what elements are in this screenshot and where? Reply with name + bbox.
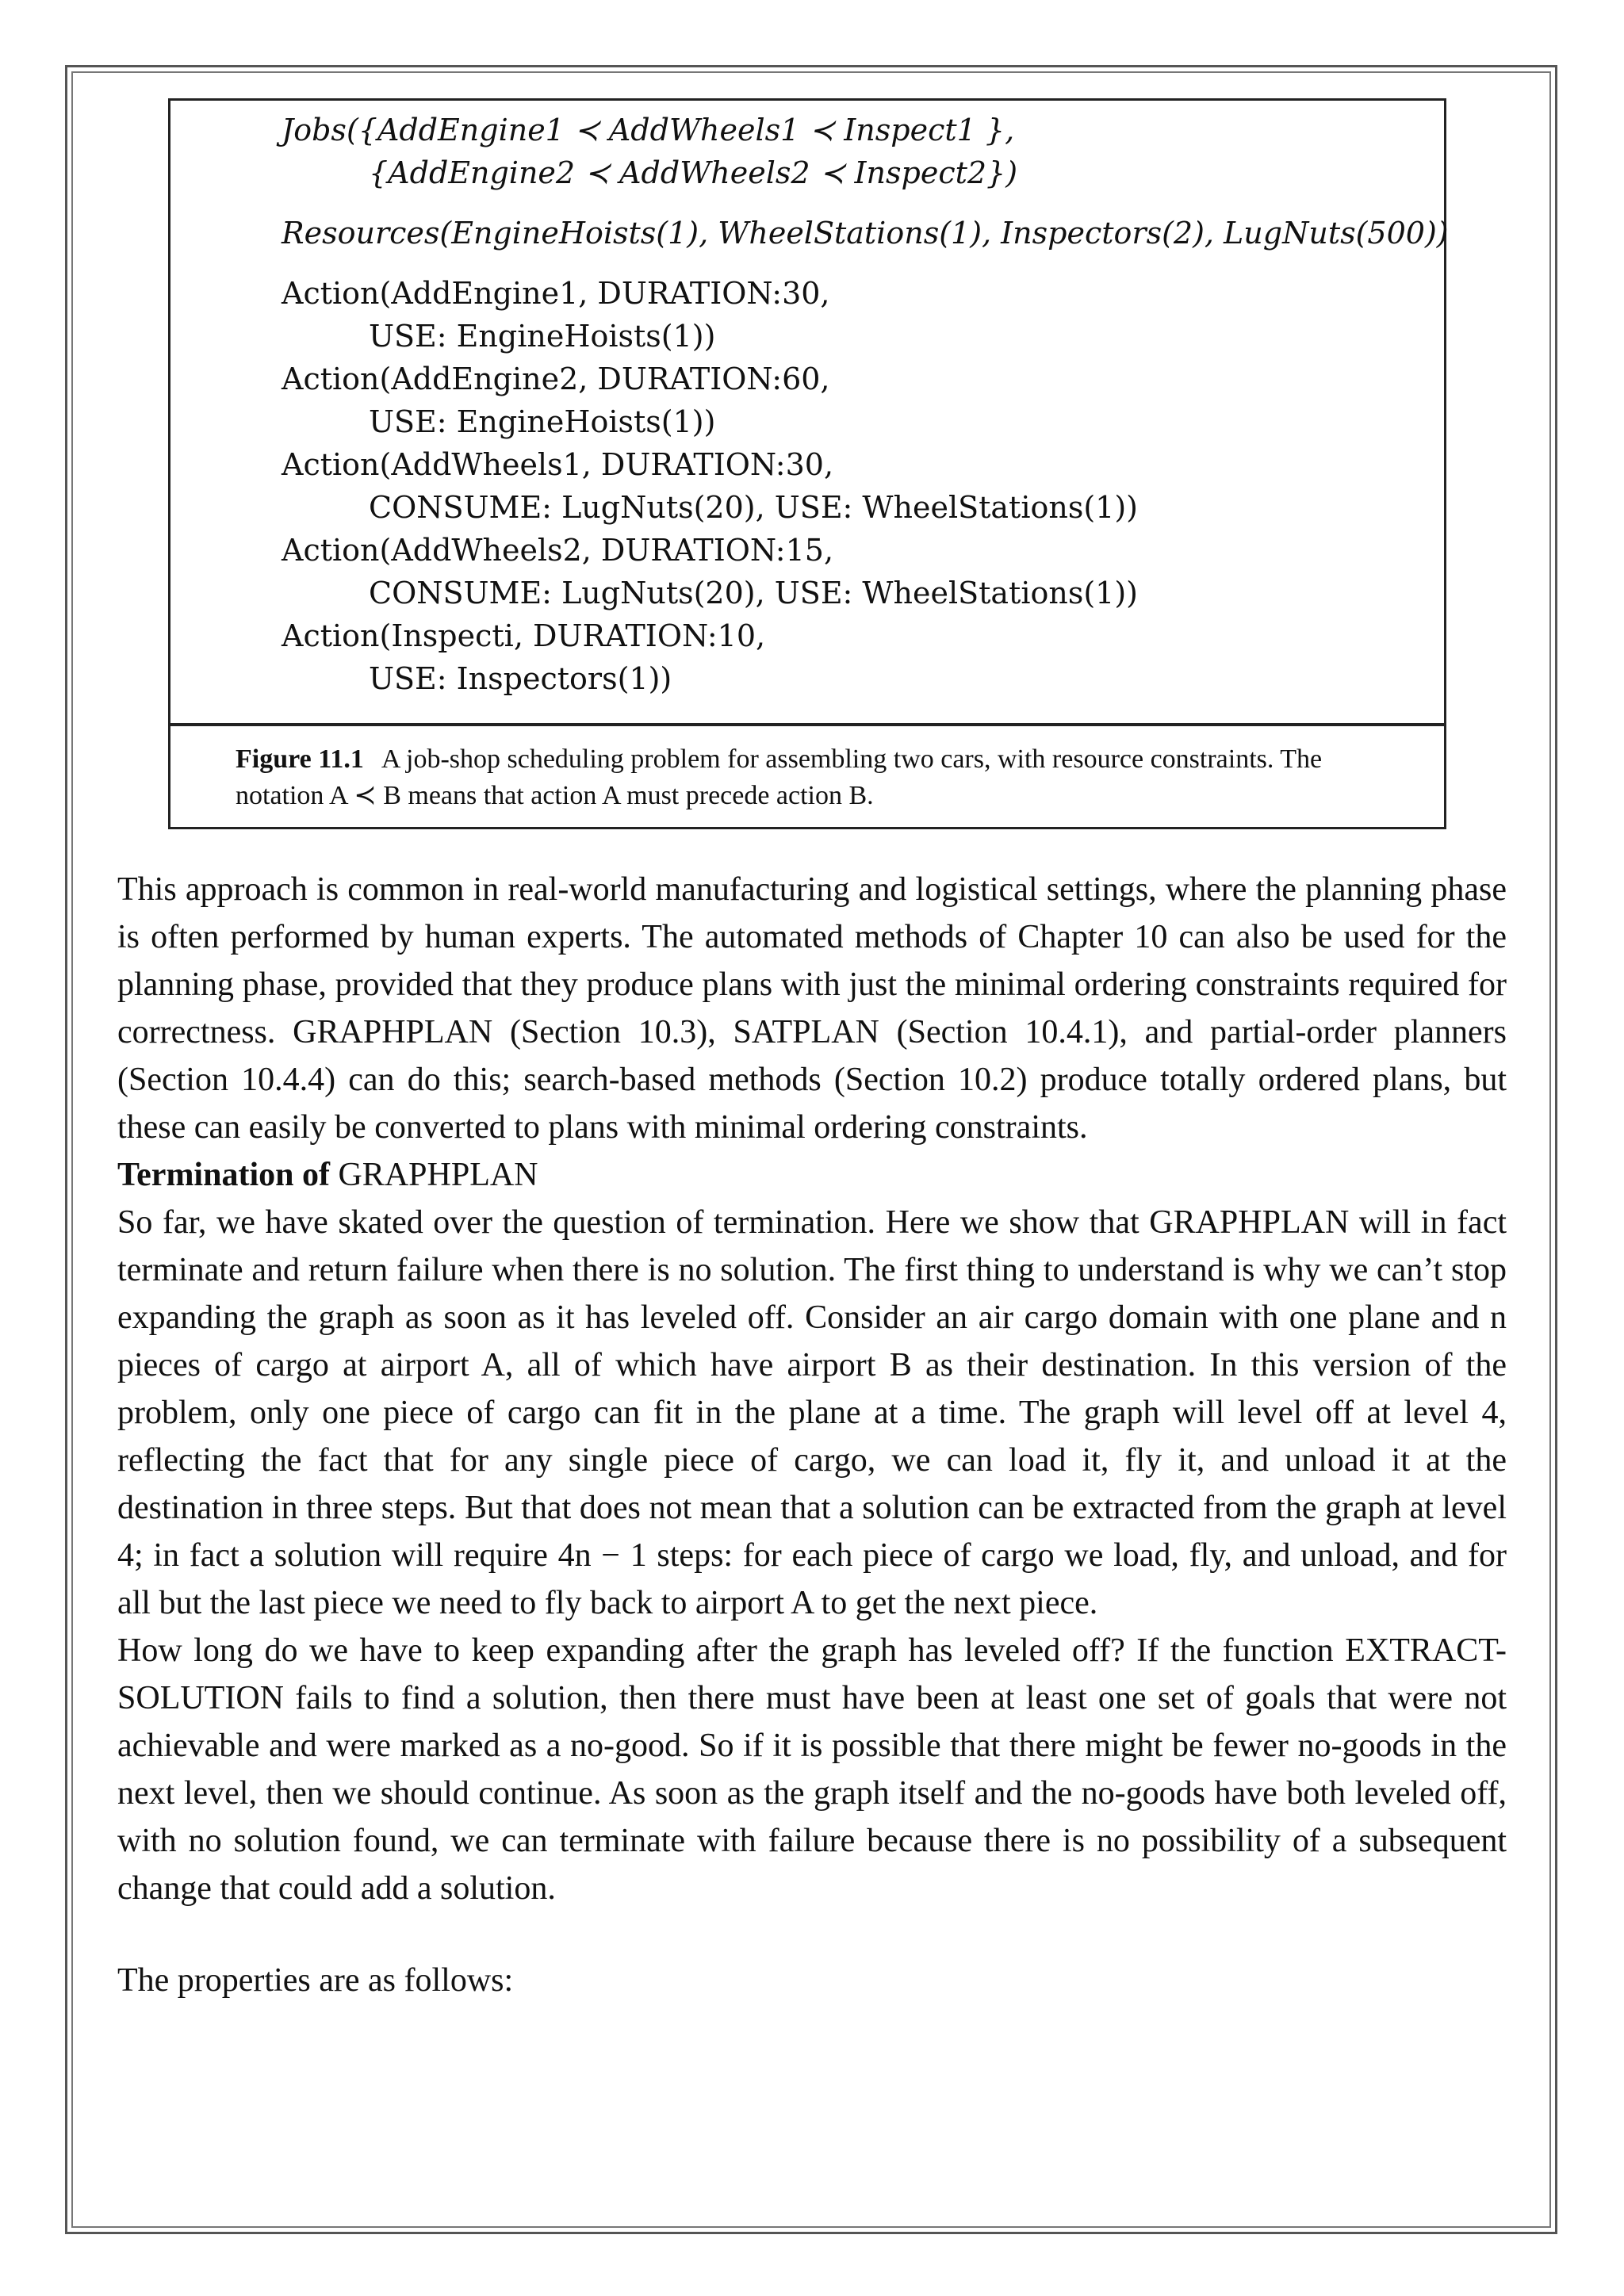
figure-code-block <box>282 109 1449 700</box>
resources-line: Resources(EngineHoists(1), WheelStations(1), Inspectors(2), LugNuts(500)) <box>282 216 1449 251</box>
action-add-wheels2-line1: Action(AddWheels2, DURATION:15, <box>282 533 834 568</box>
figure-divider <box>170 723 1444 726</box>
section-heading-rest: GRAPHPLAN <box>329 1157 538 1193</box>
action-add-wheels1-line1: Action(AddWheels1, DURATION:30, <box>282 447 834 482</box>
action-add-wheels2-line2: CONSUME: LugNuts(20), USE: WheelStations(1)) <box>369 576 1138 610</box>
paragraph-properties: The properties are as follows: <box>117 1962 514 1999</box>
paragraph-termination: So far, we have skated over the question of termination. Here we show that GRAPHPLAN will in fact terminate and return failure when there is no solution. The first thing to understand is why we can’t stop expanding the graph as soon as it has leveled off. Consider an air cargo domain with one plane and n pieces of cargo at airport A, all of which have airport B as their destination. In this version of the problem, only one piece of cargo can fit in the plane at a time. The graph will level off at level 4, reflecting the fact that for any single piece of cargo, we can load it, fly it, and unload it at the destination in three steps. But that does not mean that a solution can be extracted from the graph at level 4; in fact a solution will require 4n − 1 steps: for each piece of cargo we load, fly, and unload, and for all but the last piece we need to fly back to airport A to get the next piece. <box>117 1204 1507 1621</box>
action-add-engine2-line2: USE: EngineHoists(1)) <box>369 404 716 439</box>
action-inspect-line1: Action(Inspecti, DURATION:10, <box>282 618 766 653</box>
jobs-line-1: Jobs({AddEngine1 ≺ AddWheels1 ≺ Inspect1 }, <box>282 113 1015 147</box>
action-add-engine1-line2: USE: EngineHoists(1)) <box>369 319 716 354</box>
jobs-line-2: {AddEngine2 ≺ AddWheels2 ≺ Inspect2}) <box>369 155 1018 190</box>
action-add-engine2-line1: Action(AddEngine2, DURATION:60, <box>282 362 830 396</box>
body-text <box>117 866 1507 2004</box>
figure-caption-label: Figure 11.1 <box>236 744 364 774</box>
figure-caption <box>236 741 1409 814</box>
paragraph-leveled-off: How long do we have to keep expanding after the graph has leveled off? If the function EXTRACT-SOLUTION fails to find a solution, then there must have been at least one set of goals that were not achievable and were marked as a no-good. So if it is possible that there might be fewer no-goods in the next level, then we should continue. As soon as the graph itself and the no-goods have both leveled off, with no solution found, we can terminate with failure because there is no possibility of a subsequent change that could add a solution. <box>117 1632 1507 1907</box>
section-heading-bold: Termination of <box>117 1157 330 1193</box>
figure-caption-text: A job-shop scheduling problem for assembling two cars, with resource constraints. The notation A ≺ B means that action A must precede action B. <box>236 744 1323 810</box>
action-add-engine1-line1: Action(AddEngine1, DURATION:30, <box>282 276 830 311</box>
figure-11-1 <box>168 98 1449 829</box>
action-add-wheels1-line2: CONSUME: LugNuts(20), USE: WheelStations(1)) <box>369 490 1138 525</box>
paragraph-approach: This approach is common in real-world manufacturing and logistical settings, where the planning phase is often performed by human experts. The automated methods of Chapter 10 can also be used for the planning phase, provided that they produce plans with just the minimal ordering constraints required for correctness. GRAPHPLAN (Section 10.3), SATPLAN (Section 10.4.1), and partial-order planners (Section 10.4.4) can do this; search-based methods (Section 10.2) produce totally ordered plans, but these can easily be converted to plans with minimal ordering constraints. <box>117 871 1507 1146</box>
action-inspect-line2: USE: Inspectors(1)) <box>369 661 672 696</box>
section-heading <box>117 1151 1507 1199</box>
